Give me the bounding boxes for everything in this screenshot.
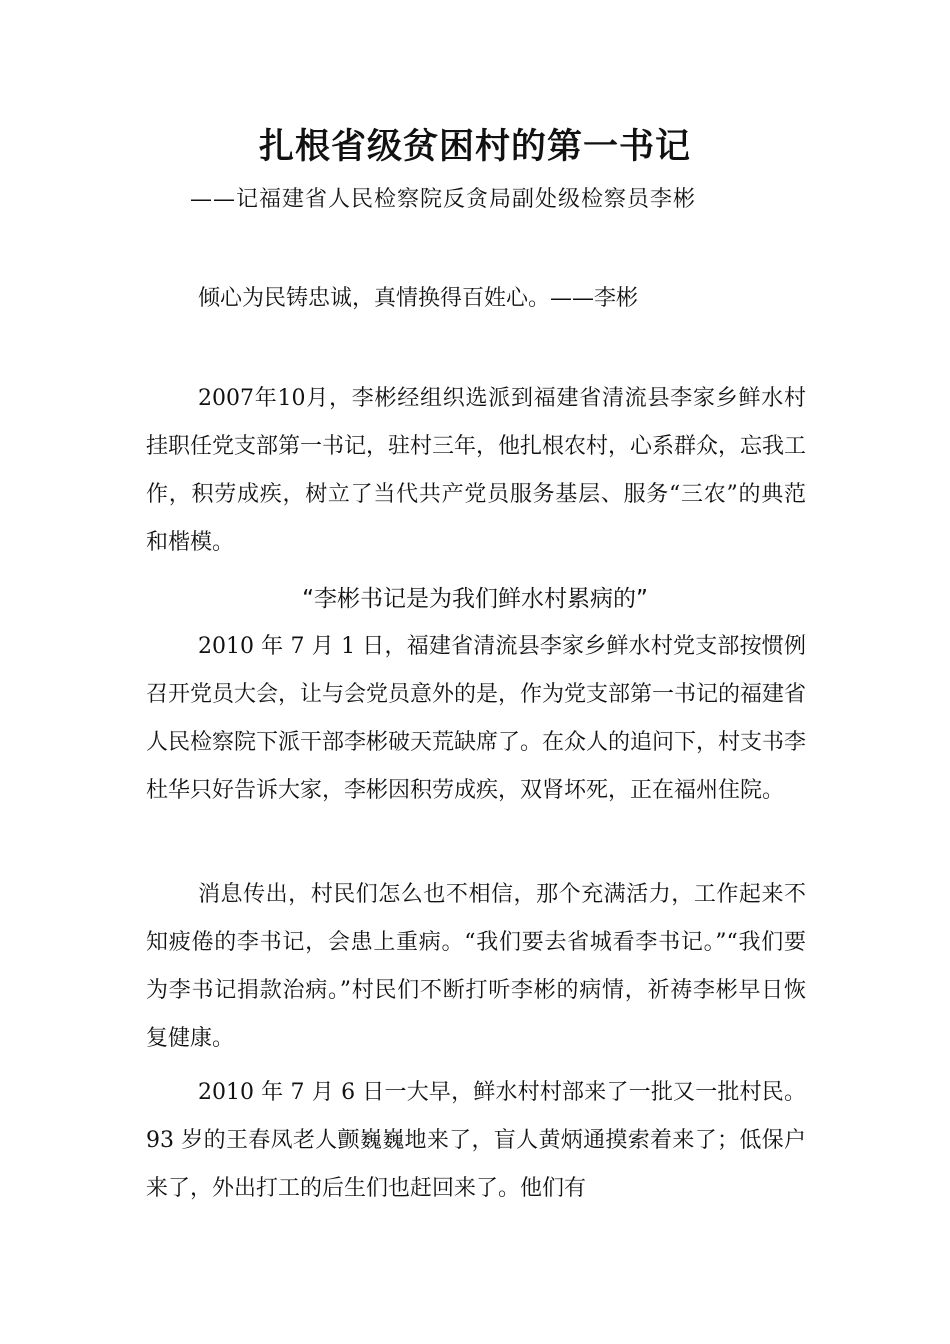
section-paragraph-2: 消息传出，村民们怎么也不相信，那个充满活力，工作起来不知疲倦的李书记，会患上重病。“我们要去省城看李书记。”“我们要为李书记捐款治病。”村民们不断打听李彬的病情，祈祷李彬早日恢复健康。 xyxy=(146,882,806,1051)
section-heading: “李彬书记是为我们鲜水村累病的” xyxy=(302,586,648,612)
document-subtitle: ——记福建省人民检察院反贪局副处级检察员李彬 xyxy=(190,187,697,212)
section-paragraph-3: 2010 年 7 月 6 日一大早，鲜水村村部来了一批又一批村民。93 岁的王春凤老人颤巍巍地来了，盲人黄炳通摸索着来了；低保户来了，外出打工的后生们也赶回来了。他们有 xyxy=(146,1080,806,1201)
intro-paragraph: 2007年10月，李彬经组织选派到福建省清流县李家乡鲜水村挂职任党支部第一书记，驻村三年，他扎根农村，心系群众，忘我工作，积劳成疾，树立了当代共产党员服务基层、服务“三农”的典范和楷模。 xyxy=(146,386,807,555)
document-title: 扎根省级贫困村的第一书记 xyxy=(258,127,691,167)
epigraph: 倾心为民铸忠诚，真情换得百姓心。——李彬 xyxy=(198,286,639,311)
section-paragraph-1: 2010 年 7 月 1 日，福建省清流县李家乡鲜水村党支部按惯例召开党员大会，让与会党员意外的是，作为党支部第一书记的福建省人民检察院下派干部李彬破天荒缺席了。在众人的追问下，村支书李杜华只好告诉大家，李彬因积劳成疾，双肾坏死，正在福州住院。 xyxy=(146,634,807,803)
